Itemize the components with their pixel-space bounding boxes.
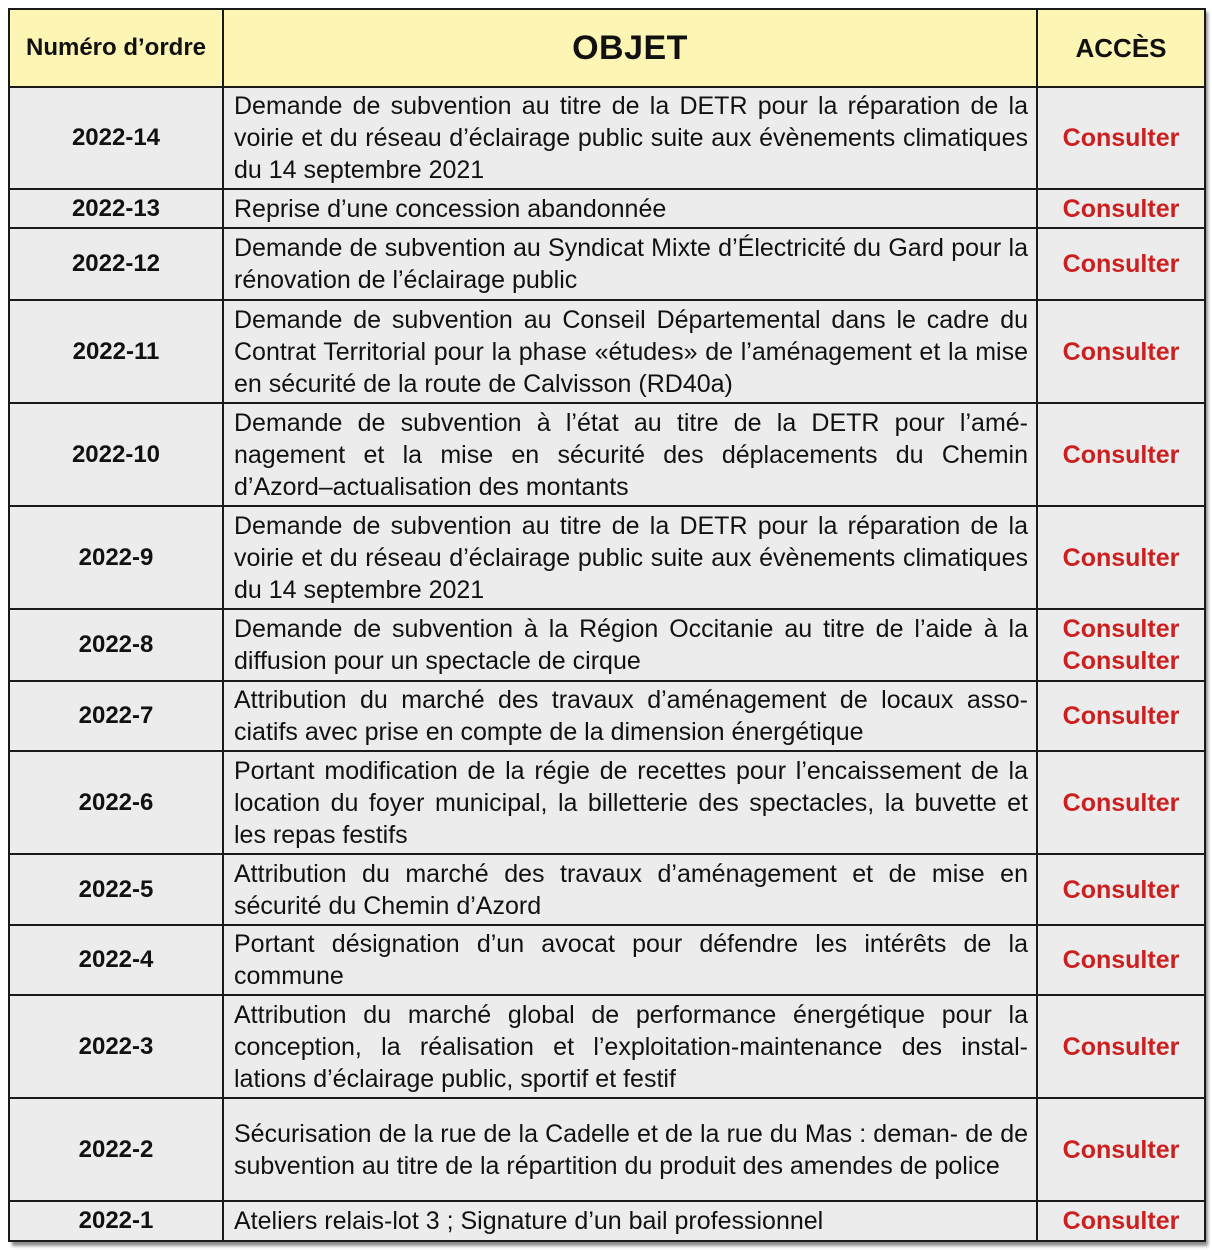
access-cell: [1037, 609, 1205, 681]
deliberation-object: [223, 1098, 1037, 1201]
deliberation-number: 2022-7: [9, 681, 223, 751]
table-row: [9, 995, 1205, 1098]
object-text-line: Attribution du marché global de performance énergétique pour la: [234, 1000, 1028, 1029]
object-text-line: d’Azord–actualisation des montants: [234, 472, 629, 501]
deliberation-object: [223, 506, 1037, 609]
consulter-link[interactable]: Consulter: [1062, 615, 1180, 643]
table-row: [9, 87, 1205, 189]
deliberation-number: 2022-4: [9, 925, 223, 995]
table-row: [9, 1201, 1205, 1241]
access-cell: [1037, 189, 1205, 228]
column-header-objet: OBJET: [223, 9, 1037, 87]
object-text-line: lations d’éclairage public, sportif et festif: [234, 1064, 676, 1093]
object-text-line: la commune: [234, 930, 1028, 990]
deliberation-number: 2022-8: [9, 609, 223, 681]
deliberation-object: [223, 751, 1037, 854]
deliberation-number: 2022-12: [9, 228, 223, 300]
table-row: [9, 1098, 1205, 1201]
consulter-link[interactable]: Consulter: [1062, 647, 1180, 675]
object-text-line: Attribution du marché des travaux d’aménagement de locaux asso-: [234, 686, 1028, 714]
consulter-link[interactable]: Consulter: [1062, 1207, 1180, 1235]
deliberation-number: 2022-3: [9, 995, 223, 1098]
deliberation-number: 2022-13: [9, 189, 223, 228]
object-text-line: ciatifs avec prise en compte de la dimension énergétique: [234, 718, 864, 746]
object-text-line: climatiques du 14 septembre 2021: [234, 543, 1028, 604]
column-header-numero: Numéro d’ordre: [9, 9, 223, 87]
consulter-link[interactable]: Consulter: [1062, 788, 1180, 817]
access-cell: [1037, 506, 1205, 609]
object-text-line: Demande de subvention à la Région Occitanie au titre de l’aide à la: [234, 615, 1028, 643]
table-row: [9, 681, 1205, 751]
object-text-line: de la voirie et du réseau d’éclairage public suite aux évènements: [234, 92, 1028, 152]
deliberation-object: [223, 87, 1037, 189]
object-text-line: Demande de subvention au Syndicat Mixte d’Électricité du Gard: [234, 234, 944, 262]
deliberations-table-wrapper: [8, 8, 1204, 1242]
deliberation-number: 2022-14: [9, 87, 223, 189]
deliberation-number: 2022-10: [9, 403, 223, 506]
deliberation-number: 2022-1: [9, 1201, 223, 1241]
consulter-link[interactable]: Consulter: [1062, 702, 1180, 730]
access-cell: [1037, 300, 1205, 403]
deliberation-object: [223, 228, 1037, 300]
object-text-line: de la location du foyer municipal, la billetterie des spectacles, la: [234, 756, 1028, 817]
deliberation-number: 2022-2: [9, 1098, 223, 1201]
object-text-line: conception, la réalisation et l’exploitation-maintenance des instal-: [234, 1032, 1028, 1061]
access-cell: [1037, 854, 1205, 925]
table-header-row: [9, 9, 1205, 87]
access-cell: [1037, 751, 1205, 854]
object-text-line: diffusion pour un spectacle de cirque: [234, 647, 641, 675]
object-text-line: Demande de subvention au titre de la DETR pour la réparation: [234, 511, 961, 540]
access-cell: [1037, 681, 1205, 751]
object-text-line: de la voirie et du réseau d’éclairage public suite aux évènements: [234, 511, 1028, 572]
access-cell: [1037, 1201, 1205, 1241]
deliberation-object: [223, 609, 1037, 681]
object-text-line: Sécurisation de la rue de la Cadelle et de la rue du Mas : deman-: [234, 1119, 959, 1148]
object-text-line: du Contrat Territorial pour la phase «études» de l’aménagement et: [234, 305, 1028, 366]
object-text-line: nagement et la mise en sécurité des déplacements du Chemin: [234, 440, 1028, 469]
table-row: [9, 228, 1205, 300]
consulter-link[interactable]: Consulter: [1062, 440, 1180, 469]
object-text-line: Demande de subvention au Conseil Départemental dans le cadre: [234, 305, 990, 334]
table-row: [9, 609, 1205, 681]
consulter-link[interactable]: Consulter: [1062, 1135, 1180, 1164]
table-row: [9, 189, 1205, 228]
deliberation-object: [223, 189, 1037, 228]
deliberation-object: [223, 300, 1037, 403]
table-row: [9, 300, 1205, 403]
deliberations-table: [8, 8, 1206, 1242]
object-text-line: Portant désignation d’un avocat pour défendre les intérêts de: [234, 930, 992, 958]
consulter-link[interactable]: Consulter: [1062, 946, 1180, 974]
access-cell: [1037, 403, 1205, 506]
deliberation-object: [223, 925, 1037, 995]
object-text-line: Portant modification de la régie de recettes pour l’encaissement: [234, 756, 962, 785]
deliberation-object: [223, 854, 1037, 925]
deliberation-object: [223, 681, 1037, 751]
object-text-line: Reprise d’une concession abandonnée: [234, 194, 667, 223]
table-row: [9, 925, 1205, 995]
access-cell: [1037, 228, 1205, 300]
consulter-link[interactable]: Consulter: [1062, 124, 1180, 152]
access-cell: [1037, 995, 1205, 1098]
consulter-link[interactable]: Consulter: [1062, 250, 1180, 278]
object-text-line: de police: [899, 1151, 1000, 1180]
consulter-link[interactable]: Consulter: [1062, 543, 1180, 572]
table-row: [9, 854, 1205, 925]
object-text-line: sécurité du Chemin d’Azord: [234, 891, 542, 920]
object-text-line: la mise en sécurité de la route de Calvisson (RD40a): [234, 337, 1029, 398]
deliberation-number: 2022-11: [9, 300, 223, 403]
deliberation-object: [223, 403, 1037, 506]
column-header-acces: ACCÈS: [1037, 9, 1205, 87]
consulter-link[interactable]: Consulter: [1062, 1032, 1180, 1061]
object-text-line: Demande de subvention à l’état au titre de la DETR pour l’amé-: [234, 408, 1028, 437]
access-cell: [1037, 1098, 1205, 1201]
consulter-link[interactable]: Consulter: [1062, 337, 1180, 366]
deliberation-number: 2022-9: [9, 506, 223, 609]
table-body: [9, 87, 1205, 1241]
deliberation-object: [223, 1201, 1037, 1241]
deliberation-object: [223, 995, 1037, 1098]
object-text-line: climatiques du 14 septembre 2021: [234, 124, 1028, 184]
access-cell: [1037, 87, 1205, 189]
consulter-link[interactable]: Consulter: [1062, 875, 1180, 904]
object-text-line: de de subvention au titre de la répartition du produit des amendes: [234, 1119, 1028, 1180]
object-text-line: buvette et les repas festifs: [234, 788, 1028, 849]
object-text-line: Demande de subvention au titre de la DETR pour la réparation: [234, 92, 961, 120]
deliberation-number: 2022-6: [9, 751, 223, 854]
deliberation-number: 2022-5: [9, 854, 223, 925]
object-text-line: Attribution du marché des travaux d’aménagement et de mise en: [234, 859, 1028, 888]
object-text-line: pour la rénovation de l’éclairage public: [234, 234, 1028, 294]
table-row: [9, 751, 1205, 854]
consulter-link[interactable]: Consulter: [1062, 194, 1180, 223]
table-row: [9, 403, 1205, 506]
table-row: [9, 506, 1205, 609]
object-text-line: Ateliers relais-lot 3 ; Signature d’un bail professionnel: [234, 1207, 824, 1235]
access-cell: [1037, 925, 1205, 995]
